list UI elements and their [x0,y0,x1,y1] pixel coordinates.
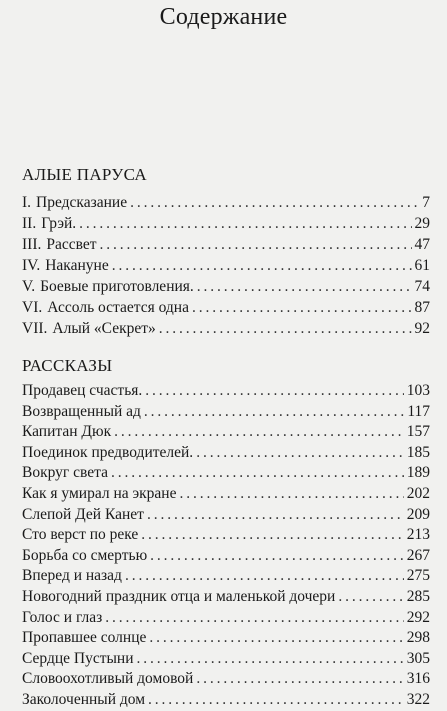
dot-leader [145,381,403,402]
entry-title: Голос и глаз [22,608,103,626]
toc-entry [22,505,430,526]
dot-leader [79,213,411,234]
dot-leader [112,255,412,276]
entry-page-number: 209 [406,505,430,523]
entry-page-number: 285 [406,587,430,605]
dot-leader [105,608,404,629]
dot-leader [125,566,404,587]
toc-entry [22,213,430,234]
dot-leader [148,690,404,711]
toc-entry [22,587,430,608]
entry-title: Сердце Пустыни [22,649,134,667]
dot-leader [144,402,404,423]
dot-leader [196,669,403,690]
toc-entry [22,463,430,484]
entry-number: VI. [22,299,43,316]
entry-title: Вперед и назад [22,567,122,585]
entry-number: III. [22,236,42,253]
entry-title: Слепой Дей Канет [22,505,144,523]
entry-number: V. [22,278,36,295]
entry-page-number: 103 [406,382,430,399]
dot-leader [147,505,404,526]
entry-title: Сто верст по реке [22,526,139,544]
dot-leader [111,463,404,484]
dot-leader [149,628,403,649]
dot-leader [192,297,412,318]
entry-page-number: 275 [406,567,430,585]
toc-entry [22,234,430,255]
entry-title: Борьба со смертью [22,546,148,564]
entry-page-number: 29 [414,215,430,232]
entry-page-number: 305 [406,649,430,667]
entry-page-number: 322 [406,690,430,708]
toc-entry [22,669,430,690]
toc-entry [22,422,430,443]
toc-list-rasskazy [22,381,430,711]
dot-leader [338,587,403,608]
entry-title: Боевые приготовления. [40,278,194,295]
entry-page-number: 189 [406,464,430,482]
toc-entry [22,690,430,711]
toc-entry [22,318,430,339]
entry-title: Заколоченный дом [22,690,146,708]
entry-page-number: 202 [406,484,430,502]
entry-page-number: 298 [406,629,430,647]
toc-entry [22,276,430,297]
entry-number: VII. [22,320,48,337]
toc-list-alye-parusa [22,192,430,339]
entry-title: Как я умирал на экране [22,484,177,502]
toc-entry [22,628,430,649]
toc-entry [22,297,430,318]
toc-entry [22,525,430,546]
toc-entry [22,546,430,567]
entry-page-number: 292 [406,608,430,626]
entry-title: Алый «Секрет» [52,320,156,337]
entry-page-number: 92 [414,320,430,337]
entry-page-number: 157 [406,423,430,441]
entry-title: Грэй. [41,215,77,232]
entry-title: Вокруг света [22,464,108,482]
entry-number: IV. [22,257,41,274]
entry-title: Рассвет [46,236,97,253]
entry-page-number: 74 [414,278,430,295]
dot-leader [137,649,404,670]
entry-page-number: 87 [414,299,430,316]
section-heading-rasskazy: РАССКАЗЫ [22,356,113,375]
dot-leader [197,276,412,297]
entry-page-number: 267 [406,546,430,564]
toc-entry [22,608,430,629]
entry-page-number: 47 [414,236,430,253]
dot-leader [130,192,419,213]
dot-leader [196,443,404,464]
entry-page-number: 7 [422,194,430,211]
entry-title: Продавец счастья. [22,382,143,399]
toc-entry [22,381,430,402]
entry-title: Капитан Дюк [22,423,112,441]
dot-leader [159,318,412,339]
section-heading-alye-parusa: АЛЫЕ ПАРУСА [22,165,147,184]
entry-title: Новогодний праздник отца и маленькой дочери [22,587,336,605]
entry-number: II. [22,215,37,232]
entry-title: Предсказание [36,194,128,211]
entry-page-number: 316 [406,670,430,688]
toc-entry [22,255,430,276]
dot-leader [141,525,403,546]
toc-entry [22,649,430,670]
entry-title: Пропавшее солнце [22,629,147,647]
toc-entry [22,484,430,505]
toc-entry [22,443,430,464]
dot-leader [150,546,404,567]
page-title: Содержание [159,4,288,30]
toc-entry [22,402,430,423]
entry-title: Накануне [45,257,109,274]
entry-title: Словоохотливый домовой [22,670,194,688]
entry-title: Ассоль остается одна [47,299,189,316]
dot-leader [180,484,404,505]
entry-title: Возвращенный ад [22,402,141,420]
toc-entry [22,566,430,587]
toc-entry [22,192,430,213]
entry-page-number: 61 [414,257,430,274]
dot-leader [114,422,404,443]
entry-page-number: 185 [406,443,430,461]
entry-number: I. [22,194,32,211]
dot-leader [100,234,412,255]
entry-title: Поединок предводителей. [22,443,194,461]
entry-page-number: 213 [406,526,430,544]
entry-page-number: 117 [407,402,430,420]
